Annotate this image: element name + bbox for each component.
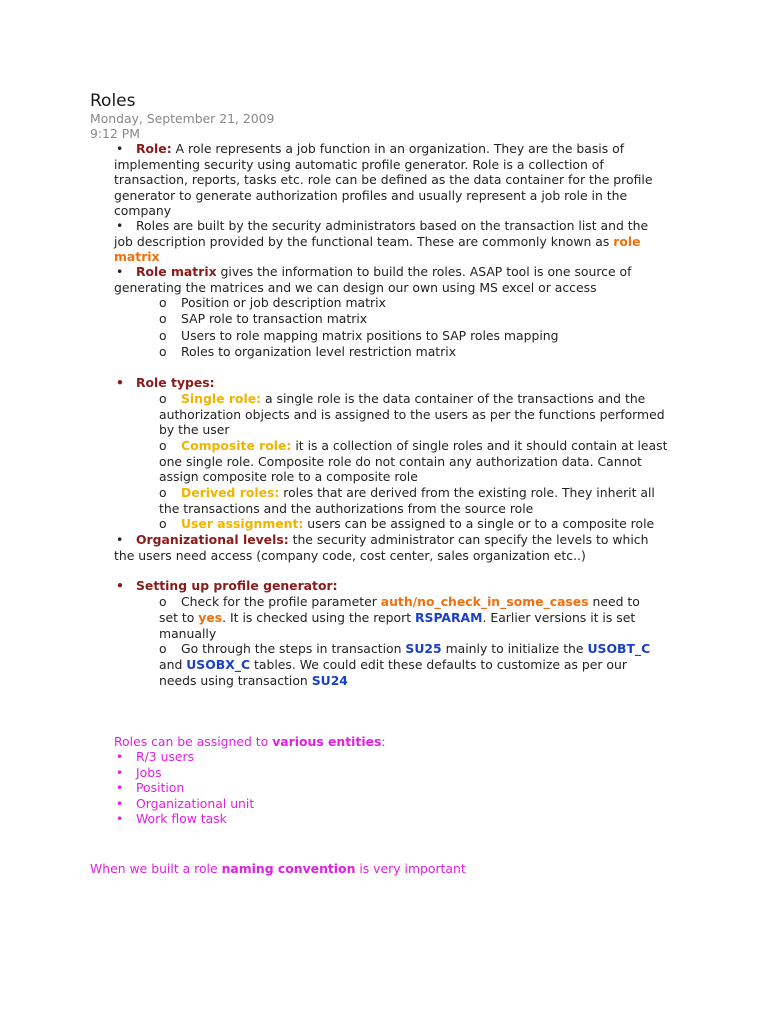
profile-c1-line-2 [159, 610, 635, 626]
single-line-3: by the user [159, 422, 230, 437]
assign-item: Work flow task [136, 811, 227, 826]
org-label: Organizational levels: [136, 532, 289, 547]
org-line-2: the users need access (company code, cost center, sales organization etc..) [114, 548, 586, 563]
assign-item: R/3 users [136, 749, 195, 764]
naming-text: When we built a role [90, 861, 222, 876]
composite-line-1 [181, 438, 667, 454]
bullet-icon: • [116, 141, 124, 156]
single-line-2: authorization objects and is assigned to the users as per the functions performed [159, 407, 665, 422]
circle-bullet-icon: o [159, 516, 167, 531]
circle-bullet-icon: o [159, 391, 167, 406]
built-line-1: Roles are built by the security administrators based on the transaction list and the [136, 218, 649, 233]
page-time: 9:12 PM [90, 126, 140, 141]
role-matrix-highlight: role [613, 234, 641, 249]
circle-bullet-icon: o [159, 344, 167, 359]
bullet-icon: • [116, 218, 124, 233]
bullet-icon: • [116, 264, 124, 279]
profile-text: . It is checked using the report [222, 610, 416, 625]
role-line-3: transaction, reports, tasks etc. role can be defined as the data container for the profile [114, 172, 653, 187]
derived-text: roles that are derived from the existing role. They inherit all [279, 485, 655, 500]
assign-item: Jobs [136, 765, 162, 780]
profile-text: need to [588, 594, 640, 609]
circle-bullet-icon: o [159, 485, 167, 500]
matrix-item: Roles to organization level restriction matrix [181, 344, 457, 359]
profile-text: needs using transaction [159, 673, 312, 688]
circle-bullet-icon: o [159, 438, 167, 453]
bullet-icon: • [116, 578, 124, 593]
profile-text: mainly to initialize the [441, 641, 588, 656]
bullet-icon: • [116, 811, 124, 826]
su24-transaction: SU24 [311, 673, 348, 688]
profile-text: set to [159, 610, 199, 625]
org-line-1 [136, 532, 648, 548]
bullet-icon: • [116, 765, 124, 780]
bullet-icon: • [116, 780, 124, 795]
profile-text: Check for the profile parameter [181, 594, 381, 609]
types-label: Role types: [136, 375, 215, 390]
matrix-item: Users to role mapping matrix positions to SAP roles mapping [181, 328, 559, 343]
composite-line-2: one single role. Composite role do not contain any authorization data. Cannot [159, 454, 642, 469]
profile-text: Go through the steps in transaction [181, 641, 406, 656]
assign-text: Roles can be assigned to [114, 734, 273, 749]
page-date: Monday, September 21, 2009 [90, 111, 275, 126]
usobt-table: USOBT_C [587, 641, 651, 656]
assign-intro [114, 734, 386, 750]
role-text: A role represents a job function in an organization. They are the basis of [171, 141, 625, 156]
profile-label: Setting up profile generator: [136, 578, 338, 593]
matrix-item: SAP role to transaction matrix [181, 311, 368, 326]
role-line-4: generator to generate authorization profiles and usually represent a job role in the [114, 188, 628, 203]
built-line-2 [114, 234, 641, 250]
profile-text: . Earlier versions it is set [482, 610, 636, 625]
derived-line-2: the transactions and the authorizations from the source role [159, 501, 534, 516]
matrix-line-2: generating the matrices and we can design our own using MS excel or access [114, 280, 597, 295]
user-label: User assignment: [181, 516, 304, 531]
profile-c1-line-3: manually [159, 626, 217, 641]
composite-label: Composite role: [181, 438, 292, 453]
circle-bullet-icon: o [159, 641, 167, 656]
single-label: Single role: [181, 391, 262, 406]
bullet-icon: • [116, 532, 124, 547]
circle-bullet-icon: o [159, 295, 167, 310]
user-line-1 [181, 516, 654, 532]
role-label: Role: [136, 141, 172, 156]
role-line-2: implementing security using automatic profile generator. Role is a collection of [114, 157, 604, 172]
profile-c2-line-3 [159, 673, 348, 689]
usobx-table: USOBX_C [186, 657, 251, 672]
various-entities: various entities [272, 734, 382, 749]
bullet-icon: • [116, 375, 124, 390]
page-title: Roles [90, 91, 136, 111]
auth-param: auth/no_check_in_some_cases [380, 594, 589, 609]
circle-bullet-icon: o [159, 311, 167, 326]
role-line-5: company [114, 203, 172, 218]
composite-line-3: assign composite role to a composite role [159, 469, 418, 484]
derived-label: Derived roles: [181, 485, 280, 500]
matrix-line-1 [136, 264, 631, 280]
matrix-item: Position or job description matrix [181, 295, 386, 310]
circle-bullet-icon: o [159, 594, 167, 609]
built-text: job description provided by the functional team. These are commonly known as [114, 234, 614, 249]
single-line-1 [181, 391, 645, 407]
built-line-3: matrix [114, 249, 160, 264]
assign-text: : [381, 734, 386, 749]
profile-c1-line-1 [181, 594, 640, 610]
derived-line-1 [181, 485, 655, 501]
rsparam-report: RSPARAM [415, 610, 483, 625]
profile-c2-line-2 [159, 657, 627, 673]
naming-text: is very important [355, 861, 466, 876]
yes-value: yes [198, 610, 223, 625]
single-text: a single role is the data container of the transactions and the [261, 391, 646, 406]
profile-text: tables. We could edit these defaults to customize as per our [250, 657, 627, 672]
bullet-icon: • [116, 796, 124, 811]
matrix-text: gives the information to build the roles. ASAP tool is one source of [216, 264, 632, 279]
user-text: users can be assigned to a single or to a composite role [303, 516, 655, 531]
profile-c2-line-1 [181, 641, 650, 657]
naming-convention: naming convention [221, 861, 356, 876]
naming-line [90, 861, 466, 877]
assign-item: Position [136, 780, 185, 795]
role-line-1 [136, 141, 624, 157]
org-text: the security administrator can specify the levels to which [288, 532, 649, 547]
profile-text: and [159, 657, 187, 672]
matrix-label: Role matrix [136, 264, 217, 279]
su25-transaction: SU25 [405, 641, 442, 656]
circle-bullet-icon: o [159, 328, 167, 343]
bullet-icon: • [116, 749, 124, 764]
assign-item: Organizational unit [136, 796, 255, 811]
composite-text: it is a collection of single roles and it should contain at least [291, 438, 668, 453]
